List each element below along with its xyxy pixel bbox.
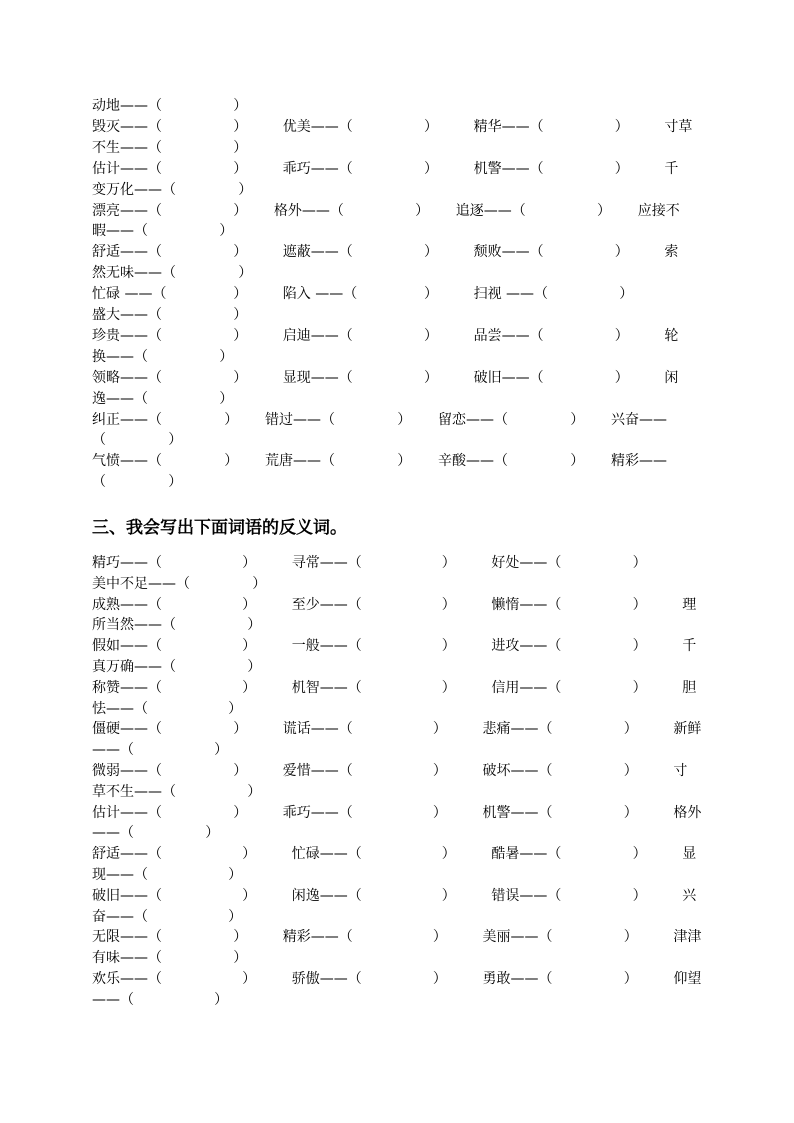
exercise-line: 现——（ ）: [92, 867, 243, 883]
exercise-line: 称赞——（ ） 机智——（ ） 信用——（ ） 胆: [92, 679, 697, 696]
exercise-line: 怯——（ ）: [92, 700, 243, 717]
exercise-line: 真万确——（ ）: [92, 659, 262, 675]
exercise-line: 微弱——（ ） 爱惜——（ ） 破坏——（ ） 寸: [92, 763, 688, 779]
exercise-line: 破旧——（ ） 闲逸——（ ） 错误——（ ） 兴: [92, 887, 697, 904]
exercise-line: 无限——（ ） 精彩——（ ） 美丽——（ ） 津津: [92, 929, 702, 946]
exercise-line: 逸——（ ）: [92, 390, 234, 407]
exercise-line: 领略——（ ） 显现——（ ） 破旧——（ ） 闲: [92, 369, 679, 386]
exercise-line: 成熟——（ ） 至少——（ ） 懒惰——（ ） 理: [92, 596, 697, 613]
exercise-line: 动地——（ ）: [92, 98, 248, 114]
exercise-line: 毁灭——（ ） 优美——（ ） 精华——（ ） 寸草: [92, 118, 693, 135]
exercise-line: 变万化——（ ）: [92, 181, 253, 198]
exercise-line: 奋——（ ）: [92, 908, 243, 925]
exercise-line: 暇——（ ）: [92, 223, 234, 240]
exercise-line: 不生——（ ）: [92, 139, 248, 156]
exercise-line: 舒适——（ ） 遮蔽——（ ） 颓败——（ ） 索: [92, 244, 679, 261]
exercise-line: 所当然——（ ）: [92, 617, 262, 634]
exercise-line: 美中不足——（ ）: [92, 575, 267, 592]
exercise-line: 僵硬——（ ） 谎话——（ ） 悲痛——（ ） 新鲜: [92, 721, 702, 738]
exercise-line: ——（ ）: [92, 825, 220, 842]
exercise-line: 气愤——（ ） 荒唐——（ ） 辛酸——（ ） 精彩——: [92, 453, 668, 470]
exercise-line: 假如——（ ） 一般——（ ） 进攻——（ ） 千: [92, 638, 697, 655]
section-3-title: 三、我会写出下面词语的反义词。: [92, 518, 347, 538]
exercise-line: 草不生——（ ）: [92, 783, 262, 800]
exercise-line: 估计——（ ） 乖巧——（ ） 机警——（ ） 千: [92, 160, 679, 177]
exercise-line: 舒适——（ ） 忙碌——（ ） 酷暑——（ ） 显: [92, 846, 697, 863]
exercise-line: （ ）: [92, 432, 183, 449]
exercise-line: （ ）: [92, 474, 183, 491]
exercise-line: 忙碌 ——（ ） 陷入 ——（ ） 扫视 ——（ ）: [92, 286, 634, 303]
exercise-line: 精巧——（ ） 寻常——（ ） 好处——（ ）: [92, 555, 647, 571]
exercise-line: 估计——（ ） 乖巧——（ ） 机警——（ ） 格外: [92, 804, 702, 821]
exercise-line: 漂亮——（ ） 格外——（ ） 追逐——（ ） 应接不: [92, 202, 680, 219]
exercise-line: 纠正——（ ） 错过——（ ） 留恋——（ ） 兴奋——: [92, 411, 668, 428]
exercise-line: 盛大——（ ）: [92, 307, 248, 323]
exercise-line: 珍贵——（ ） 启迪——（ ） 品尝——（ ） 轮: [92, 327, 679, 344]
exercise-line: 欢乐——（ ） 骄傲——（ ） 勇敢——（ ） 仰望: [92, 971, 702, 987]
exercise-line: ——（ ）: [92, 742, 229, 759]
exercise-line: ——（ ）: [92, 991, 229, 1008]
exercise-line: 换——（ ）: [92, 348, 234, 365]
exercise-line: 然无味——（ ）: [92, 265, 253, 282]
exercise-line: 有味——（ ）: [92, 950, 248, 967]
